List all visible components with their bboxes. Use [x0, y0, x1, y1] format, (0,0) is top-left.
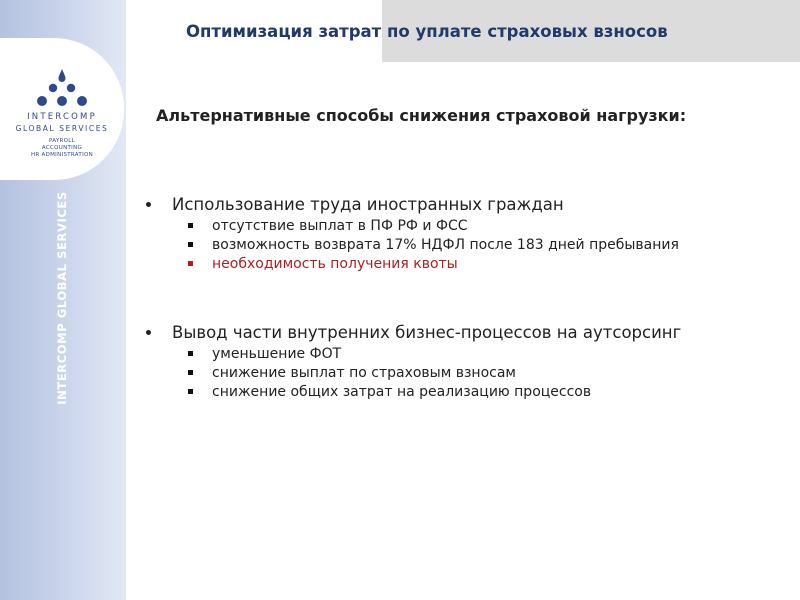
bullet-text: Использование труда иностранных граждан [172, 195, 564, 214]
bullet-item [146, 322, 746, 402]
sub-item [172, 364, 746, 383]
bullet-item [146, 194, 746, 274]
intercomp-logo-icon [36, 68, 88, 110]
sub-item [172, 345, 746, 364]
sub-text: снижение выплат по страховым взносам [212, 365, 516, 381]
square-bullet-icon [188, 351, 193, 356]
bullet-dot-icon [146, 202, 151, 207]
sub-text: необходимость получения квоты [212, 256, 458, 272]
sub-list [172, 217, 746, 274]
logo-service-payroll: PAYROLL [48, 138, 76, 144]
square-bullet-icon [188, 242, 193, 247]
sidebar [0, 0, 126, 600]
square-bullet-icon [188, 261, 193, 266]
square-bullet-icon [188, 389, 193, 394]
slide-subtitle: Альтернативные способы снижения страховой нагрузки: [156, 106, 687, 125]
sub-text: возможность возврата 17% НДФЛ после 183 дней пребывания [212, 237, 679, 253]
sub-text: отсутствие выплат в ПФ РФ и ФСС [212, 218, 468, 234]
sidebar-vertical-brand: INTERCOMP GLOBAL SERVICES [55, 191, 69, 405]
bullet-text: Вывод части внутренних бизнес-процессов на аутсорсинг [172, 323, 682, 342]
sub-text: уменьшение ФОТ [212, 346, 342, 362]
sub-item-highlighted [172, 255, 746, 274]
square-bullet-icon [188, 223, 193, 228]
sub-item [172, 236, 746, 255]
sub-text: снижение общих затрат на реализацию процессов [212, 384, 592, 400]
slide-title: Оптимизация затрат по уплате страховых взносов [186, 22, 668, 41]
square-bullet-icon [188, 370, 193, 375]
sub-list [172, 345, 746, 402]
logo-wordmark: INTERCOMP [27, 112, 97, 122]
sub-item [172, 383, 746, 402]
bullet-list [146, 194, 746, 402]
logo-tagline: GLOBAL SERVICES [15, 124, 109, 133]
logo-service-hr: HR ADMINISTRATION [30, 152, 94, 158]
sub-item [172, 217, 746, 236]
logo-service-accounting: ACCOUNTING [41, 145, 83, 151]
bullet-dot-icon [146, 330, 151, 335]
logo [0, 38, 124, 180]
